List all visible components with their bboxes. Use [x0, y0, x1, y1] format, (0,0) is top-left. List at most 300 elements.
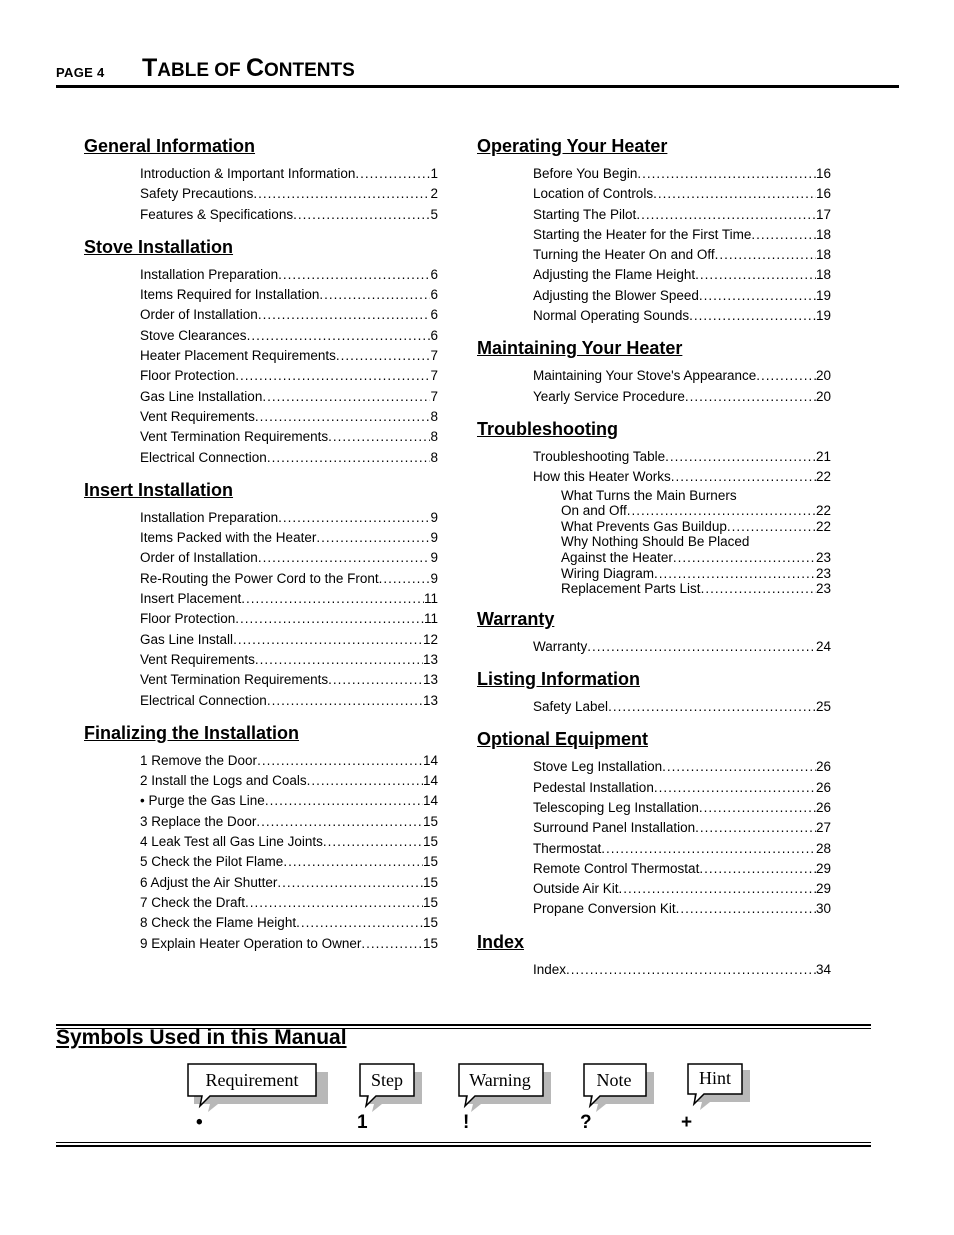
toc-entry-page: 8 [430, 449, 438, 465]
toc-entry-page: 26 [815, 799, 831, 815]
toc-subentry[interactable] [561, 581, 831, 597]
dot-leader [715, 245, 816, 265]
toc-entry-page: 16 [815, 186, 831, 202]
toc-entry[interactable] [533, 899, 831, 919]
dot-leader [379, 569, 431, 589]
toc-entry[interactable] [140, 508, 438, 528]
toc-subentry[interactable] [561, 519, 831, 535]
toc-entry-page: 26 [815, 779, 831, 795]
toc-entry-list [477, 447, 831, 597]
toc-entry-label: Heater Placement Requirements [140, 348, 336, 364]
toc-entry-label: Insert Placement [140, 591, 242, 607]
toc-entry-page: 14 [422, 793, 438, 809]
toc-entry[interactable] [140, 448, 438, 468]
toc-subentry[interactable] [561, 566, 831, 582]
toc-entry[interactable] [533, 960, 831, 980]
dot-leader [619, 879, 816, 899]
toc-entry-label: Gas Line Install [140, 631, 234, 647]
toc-entry-label: Adjusting the Blower Speed [533, 287, 699, 303]
hint-label: Hint [698, 1068, 731, 1088]
dot-leader [277, 873, 423, 893]
toc-subentry-label: Wiring Diagram [561, 565, 655, 581]
toc-entry[interactable] [533, 366, 831, 386]
toc-entry-page: 25 [815, 699, 831, 715]
toc-entry[interactable] [533, 697, 831, 717]
toc-section [84, 721, 438, 954]
toc-entry-label: Thermostat [533, 840, 602, 856]
toc-entry[interactable] [533, 387, 831, 407]
section-heading[interactable]: Insert Installation [84, 479, 234, 500]
dot-leader [699, 286, 816, 306]
dot-leader [247, 326, 431, 346]
toc-entry-label: Warranty [533, 638, 588, 654]
toc-entry[interactable] [533, 467, 831, 487]
toc-entry[interactable] [533, 306, 831, 326]
toc-entry-label: Remote Control Thermostat [533, 860, 700, 876]
symbols-divider-bottom [56, 1145, 871, 1147]
dot-leader [235, 366, 430, 386]
note-mark: ? [580, 1112, 592, 1133]
toc-entry-label: Adjusting the Flame Height [533, 267, 696, 283]
toc-entry[interactable] [533, 637, 831, 657]
toc-entry-label: Propane Conversion Kit [533, 901, 676, 917]
toc-entry[interactable] [140, 934, 438, 954]
toc-entry-label: Outside Air Kit [533, 881, 619, 897]
dot-leader [307, 771, 423, 791]
toc-section [477, 336, 831, 407]
toc-entry-label: Troubleshooting Table [533, 448, 666, 464]
toc-left-column [84, 134, 438, 964]
section-heading[interactable]: Troubleshooting [477, 418, 618, 439]
toc-entry[interactable] [140, 630, 438, 650]
toc-entry-page: 21 [815, 448, 831, 464]
toc-entry-page: 13 [422, 672, 438, 688]
toc-entry-page: 15 [422, 874, 438, 890]
toc-entry-label: Starting The Pilot [533, 206, 637, 222]
toc-subentry-list [533, 488, 831, 597]
hint-mark: + [681, 1112, 693, 1133]
toc-section [477, 134, 831, 326]
page-number-label: PAGE 4 [56, 65, 105, 80]
dot-leader [258, 548, 431, 568]
toc-entry-page: 27 [815, 820, 831, 836]
toc-entry-list [84, 164, 438, 225]
toc-section [477, 727, 831, 919]
requirement-mark: • [196, 1112, 203, 1133]
toc-entry-label: 3 Replace the Door [140, 813, 257, 829]
dot-leader [235, 609, 424, 629]
toc-entry-page: 18 [815, 226, 831, 242]
toc-entry[interactable] [140, 873, 438, 893]
dot-leader [267, 448, 431, 468]
toc-entry[interactable] [533, 818, 831, 838]
toc-entry-label: Index [533, 961, 567, 977]
toc-section [477, 607, 831, 657]
dot-leader [241, 589, 424, 609]
dot-leader [695, 265, 816, 285]
toc-entry[interactable] [140, 387, 438, 407]
toc-entry-label: 6 Adjust the Air Shutter [140, 874, 278, 890]
toc-entry[interactable] [140, 771, 438, 791]
toc-entry-page: 13 [422, 692, 438, 708]
symbols-section-title: Symbols Used in this Manual [56, 1026, 347, 1049]
toc-subentry-page: 23 [815, 549, 831, 565]
toc-subentry-page: 23 [815, 565, 831, 581]
toc-entry-label: Order of Installation [140, 307, 258, 323]
toc-subentry-label: What Turns the Main Burners [561, 487, 737, 503]
toc-entry-page: 7 [430, 388, 438, 404]
toc-entry-label: Normal Operating Sounds [533, 308, 690, 324]
requirement-label: Requirement [205, 1070, 299, 1090]
warning-symbol [457, 1062, 551, 1112]
dot-leader [278, 265, 430, 285]
toc-entry-list [84, 751, 438, 954]
toc-entry-label: 2 Install the Logs and Coals [140, 773, 307, 789]
toc-section [84, 235, 438, 468]
section-heading[interactable]: Optional Equipment [477, 729, 648, 750]
section-heading[interactable]: Index [477, 931, 525, 952]
dot-leader [257, 751, 423, 771]
toc-entry-page: 12 [422, 631, 438, 647]
toc-section [84, 134, 438, 225]
toc-entry-page: 6 [430, 266, 438, 282]
toc-entry-label: Safety Label [533, 699, 609, 715]
dot-leader [601, 839, 816, 859]
toc-entry-label: Items Packed with the Heater [140, 530, 317, 546]
dot-leader [296, 913, 423, 933]
title-initial-1: T [142, 54, 158, 82]
toc-entry[interactable] [533, 164, 831, 184]
dot-leader [699, 859, 816, 879]
toc-entry-label: Vent Requirements [140, 651, 255, 667]
toc-entry[interactable] [140, 346, 438, 366]
toc-entry-page: 26 [815, 759, 831, 775]
step-label: Step [370, 1070, 403, 1090]
section-heading[interactable]: Finalizing the Installation [84, 722, 300, 743]
section-heading[interactable]: Warranty [477, 608, 555, 629]
dot-leader [653, 184, 816, 204]
toc-entry-label: 7 Check the Draft [140, 894, 246, 910]
toc-entry-label: Vent Termination Requirements [140, 672, 329, 688]
toc-entry-page: 2 [430, 186, 438, 202]
toc-entry[interactable] [140, 305, 438, 325]
dot-leader [255, 650, 423, 670]
dot-leader [267, 691, 423, 711]
toc-entry[interactable] [140, 832, 438, 852]
toc-entry[interactable] [140, 548, 438, 568]
toc-entry-list [477, 960, 831, 980]
toc-entry[interactable] [140, 691, 438, 711]
toc-entry[interactable] [140, 326, 438, 346]
toc-entry-label: Floor Protection [140, 368, 236, 384]
toc-entry-label: Introduction & Important Information [140, 166, 356, 181]
toc-entry-label: 1 Remove the Door [140, 752, 258, 768]
toc-entry[interactable] [533, 447, 831, 467]
toc-entry-label: Electrical Connection [140, 449, 267, 465]
section-heading[interactable]: Operating Your Heater [477, 136, 668, 156]
toc-entry-label: How this Heater Works [533, 469, 671, 485]
toc-entry-page: 29 [815, 881, 831, 897]
dot-leader [233, 630, 423, 650]
dot-leader [637, 164, 816, 184]
toc-entry-label: Re-Routing the Power Cord to the Front [140, 570, 379, 586]
toc-entry-page: 34 [815, 961, 831, 977]
toc-entry-label: 8 Check the Flame Height [140, 915, 297, 931]
toc-entry-page: 9 [430, 570, 438, 586]
toc-entry-page: 20 [815, 388, 831, 404]
dot-leader [328, 427, 430, 447]
toc-subentry-label: What Prevents Gas Buildup [561, 518, 727, 534]
dot-leader [258, 305, 431, 325]
toc-entry-label: Electrical Connection [140, 692, 267, 708]
toc-entry-label: Starting the Heater for the First Time [533, 226, 752, 242]
dot-leader [751, 225, 816, 245]
title-rest-1: ABLE OF [157, 60, 246, 81]
toc-entry-page: 9 [430, 530, 438, 546]
toc-entry-page: 15 [422, 935, 438, 951]
toc-entry-page: 28 [815, 840, 831, 856]
toc-entry-page: 11 [423, 591, 438, 607]
toc-entry[interactable] [140, 913, 438, 933]
toc-entry[interactable] [140, 852, 438, 872]
dot-leader [283, 852, 423, 872]
toc-entry-label: Installation Preparation [140, 509, 279, 525]
toc-subentry-page: 22 [815, 518, 831, 534]
toc-entry[interactable] [140, 427, 438, 447]
toc-entry-label: Order of Installation [140, 550, 258, 566]
toc-subentry-page: 23 [815, 581, 831, 597]
warning-mark: ! [463, 1112, 470, 1133]
toc-entry[interactable] [140, 184, 438, 204]
toc-entry-page: 6 [430, 327, 438, 343]
dot-leader [323, 832, 423, 852]
toc-subentry-label: Why Nothing Should Be Placed [561, 534, 750, 550]
toc-entry[interactable] [533, 205, 831, 225]
toc-entry-label: Surround Panel Installation [533, 820, 696, 836]
dot-leader [654, 778, 816, 798]
toc-entry[interactable] [140, 893, 438, 913]
toc-entry-page: 9 [430, 550, 438, 566]
toc-entry[interactable] [140, 670, 438, 690]
toc-entry[interactable] [140, 751, 438, 771]
toc-entry-label: Items Required for Installation [140, 287, 320, 303]
toc-entry-page: 18 [815, 247, 831, 263]
page-header [56, 54, 899, 88]
toc-entry-label: 5 Check the Pilot Flame [140, 854, 284, 870]
toc-entry-label: Safety Precautions [140, 186, 254, 202]
dot-leader [665, 447, 816, 467]
toc-subentry[interactable] [561, 550, 831, 566]
toc-entry-page: 24 [815, 638, 831, 654]
dot-leader [265, 791, 423, 811]
section-heading[interactable]: Maintaining Your Heater [477, 338, 683, 359]
toc-entry-page: 8 [430, 429, 438, 445]
toc-section [477, 930, 831, 980]
toc-entry-label: Telescoping Leg Installation [533, 799, 699, 815]
toc-entry[interactable] [140, 812, 438, 832]
toc-entry-page: 17 [815, 206, 831, 222]
toc-entry-label: Stove Clearances [140, 327, 247, 343]
dot-leader [293, 205, 430, 225]
toc-entry-page: 15 [422, 854, 438, 870]
toc-entry[interactable] [533, 184, 831, 204]
dot-leader [689, 306, 816, 326]
toc-subentry-label: Against the Heater [561, 549, 673, 565]
toc-entry-label: Stove Leg Installation [533, 759, 663, 775]
toc-entry[interactable] [140, 569, 438, 589]
dot-leader [695, 818, 816, 838]
toc-entry-list [477, 366, 831, 407]
dot-leader [566, 960, 816, 980]
toc-entry-label: • Purge the Gas Line [140, 793, 265, 809]
toc-entry-page: 14 [422, 773, 438, 789]
title-initial-2: C [245, 54, 265, 82]
toc-entry-page: 30 [815, 901, 831, 917]
dot-leader [355, 164, 430, 184]
toc-entry[interactable] [140, 407, 438, 427]
dot-leader [587, 637, 816, 657]
toc-entry-page: 19 [815, 308, 831, 324]
dot-leader [654, 566, 816, 582]
toc-entry[interactable] [533, 245, 831, 265]
toc-entry-page: 15 [422, 894, 438, 910]
toc-entry-label: Vent Requirements [140, 408, 255, 424]
toc-entry[interactable] [140, 528, 438, 548]
toc-subentry-label: Replacement Parts List [561, 581, 701, 597]
toc-entry-label: Turning the Heater On and Off [533, 247, 715, 263]
toc-entry-label: Gas Line Installation [140, 388, 263, 404]
dot-leader [255, 407, 431, 427]
toc-entry[interactable] [533, 839, 831, 859]
toc-entry[interactable] [533, 778, 831, 798]
toc-entry[interactable] [533, 225, 831, 245]
symbols-divider-bottom-thin [56, 1142, 871, 1143]
dot-leader [253, 184, 430, 204]
toc-entry-page: 6 [430, 287, 438, 303]
toc-entry-page: 7 [430, 368, 438, 384]
toc-entry-list [84, 265, 438, 468]
hint-symbol [686, 1062, 750, 1112]
dot-leader [662, 757, 816, 777]
step-mark: 1 [357, 1112, 368, 1133]
toc-entry-page: 1 [430, 166, 438, 181]
toc-entry-page: 22 [815, 469, 831, 485]
toc-entry-page: 15 [422, 915, 438, 931]
dot-leader [336, 346, 431, 366]
toc-subentry-label: On and Off [561, 503, 627, 519]
toc-entry[interactable] [140, 265, 438, 285]
dot-leader [278, 508, 430, 528]
toc-entry-list [477, 637, 831, 657]
warning-label: Warning [469, 1070, 531, 1090]
toc-entry[interactable] [140, 205, 438, 225]
toc-entry[interactable] [140, 164, 438, 184]
toc-entry[interactable] [533, 265, 831, 285]
toc-entry[interactable] [533, 798, 831, 818]
toc-entry[interactable] [140, 791, 438, 811]
step-symbol [358, 1062, 422, 1112]
toc-subentry[interactable] [561, 534, 831, 550]
toc-entry-label: 4 Leak Test all Gas Line Joints [140, 834, 323, 850]
title-rest-2: ONTENTS [264, 60, 355, 81]
toc-entry-page: 18 [815, 267, 831, 283]
toc-entry[interactable] [533, 286, 831, 306]
toc-entry-label: Maintaining Your Stove's Appearance [533, 368, 757, 384]
toc-entry-label: Pedestal Installation [533, 779, 654, 795]
section-heading[interactable]: Stove Installation [84, 236, 234, 257]
toc-entry-label: Before You Begin [533, 166, 638, 181]
toc-entry-list [477, 164, 831, 326]
dot-leader [676, 899, 816, 919]
toc-entry-page: 5 [430, 206, 438, 222]
toc-entry-page: 9 [430, 509, 438, 525]
dot-leader [627, 503, 816, 519]
dot-leader [608, 697, 816, 717]
dot-leader [673, 550, 816, 566]
section-heading[interactable]: General Information [84, 136, 256, 156]
dot-leader [701, 581, 816, 597]
toc-section [477, 667, 831, 717]
dot-leader [245, 893, 423, 913]
toc-entry-label: Location of Controls [533, 186, 654, 202]
note-symbol [582, 1062, 654, 1112]
toc-entry[interactable] [140, 366, 438, 386]
toc-entry-label: Yearly Service Procedure [533, 388, 685, 404]
dot-leader [699, 798, 816, 818]
page-title [142, 54, 355, 83]
dot-leader [328, 670, 423, 690]
toc-entry-page: 14 [422, 752, 438, 768]
toc-entry-label: Floor Protection [140, 611, 236, 627]
toc-entry[interactable] [140, 650, 438, 670]
toc-entry[interactable] [140, 609, 438, 629]
toc-entry-list [84, 508, 438, 711]
toc-entry-label: 9 Explain Heater Operation to Owner [140, 935, 362, 951]
dot-leader [671, 467, 816, 487]
toc-entry[interactable] [140, 589, 438, 609]
dot-leader [262, 387, 430, 407]
dot-leader [361, 934, 423, 954]
toc-subentry-page: 22 [815, 503, 831, 519]
dot-leader [316, 528, 430, 548]
requirement-symbol [186, 1062, 328, 1112]
toc-entry-page: 11 [423, 611, 438, 627]
toc-entry-label: Vent Termination Requirements [140, 429, 329, 445]
toc-entry-list [477, 757, 831, 919]
toc-entry[interactable] [140, 285, 438, 305]
toc-entry-page: 6 [430, 307, 438, 323]
toc-entry-page: 29 [815, 860, 831, 876]
toc-entry-page: 20 [815, 368, 831, 384]
toc-subentry[interactable] [561, 503, 831, 519]
toc-entry-label: Installation Preparation [140, 266, 279, 282]
toc-entry-page: 15 [422, 834, 438, 850]
toc-entry-label: Features & Specifications [140, 206, 294, 222]
toc-subentry[interactable] [561, 488, 831, 504]
toc-entry[interactable] [533, 879, 831, 899]
toc-entry-page: 7 [430, 348, 438, 364]
toc-entry[interactable] [533, 859, 831, 879]
toc-entry-list [477, 697, 831, 717]
toc-entry-page: 15 [422, 813, 438, 829]
toc-entry[interactable] [533, 757, 831, 777]
toc-section [477, 417, 831, 597]
toc-entry-page: 13 [422, 651, 438, 667]
toc-entry-page: 16 [815, 166, 831, 181]
section-heading[interactable]: Listing Information [477, 669, 640, 690]
dot-leader [685, 387, 816, 407]
dot-leader [319, 285, 430, 305]
